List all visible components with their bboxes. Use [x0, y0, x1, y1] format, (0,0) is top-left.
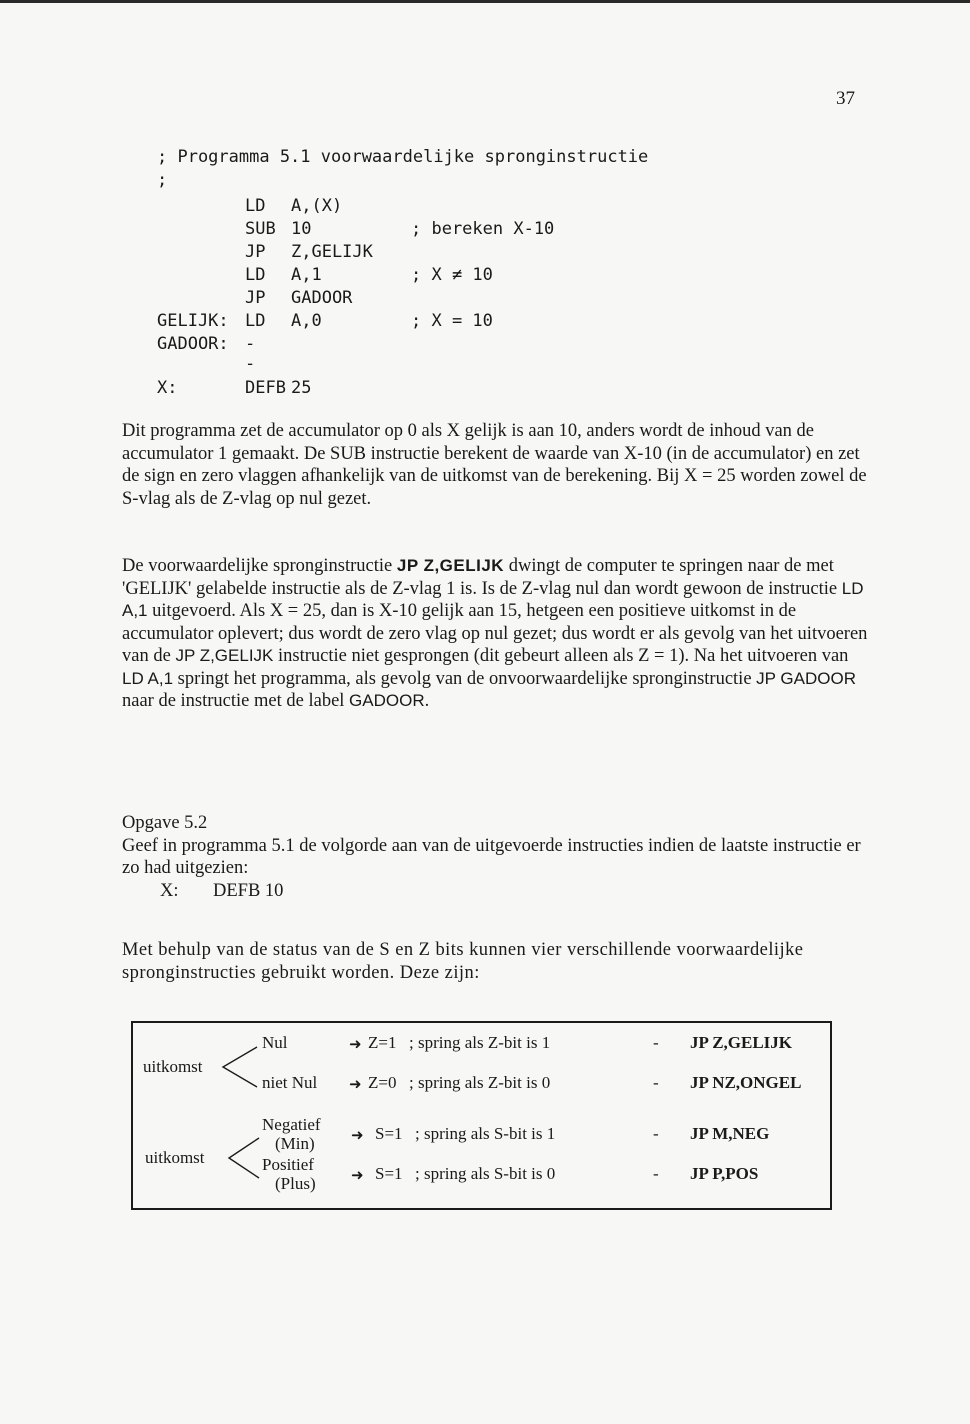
code-arg: A,(X) [291, 196, 343, 216]
condition-description: ; spring als S-bit is 1 [415, 1124, 556, 1143]
code-comment: ; X ≠ 10 [411, 265, 493, 285]
paragraph-text: Met behulp van de status van de S en Z bits kunnen vier verschillende voorwaardelijke spronginstructies gebruikt worden. Deze zijn: [122, 940, 804, 983]
jump-instruction-table [131, 1021, 832, 1210]
text-run: De voorwaardelijke spronginstructie [122, 556, 397, 576]
condition-label: Negatief [262, 1115, 321, 1134]
code-op: JP [245, 288, 266, 308]
paragraph-intro-table [122, 939, 872, 984]
condition-label: Nul [262, 1033, 288, 1052]
code-arg: 25 [291, 378, 312, 398]
condition-description: ; spring als Z-bit is 1 [409, 1033, 551, 1052]
instruction-highlight: JP Z,GELIJK [396, 556, 505, 575]
code-label: GADOOR: [157, 334, 229, 354]
flag-value: S=1 [375, 1164, 403, 1183]
exercise-title: Opgave 5.2 [122, 813, 208, 833]
text-run: naar de instructie met de label [122, 691, 350, 711]
page-number: 37 [836, 88, 855, 109]
instruction: JP P,POS [690, 1164, 759, 1183]
code-op: LD [245, 265, 266, 285]
code-comment: ; bereken X-10 [411, 219, 555, 239]
inline-code: GADOOR [349, 691, 425, 710]
inline-code: LD A,1 [122, 668, 174, 688]
code-arg: A,1 [291, 265, 322, 285]
text-run: instructie niet gesprongen (dit gebeurt alleen als Z = 1). Na het uitvoeren van [273, 646, 849, 666]
flag-value: S=1 [375, 1124, 403, 1143]
inline-code: JP Z,GELIJK [175, 646, 274, 665]
condition-sublabel: (Min) [275, 1134, 315, 1153]
exercise-text: Geef in programma 5.1 de volgorde aan van de uitgevoerde instructies indien de laatste instructie er zo had uitgezien: [122, 835, 861, 878]
flag-value: Z=0 [368, 1073, 397, 1092]
text-run: springt het programma, als gevolg van de onvoorwaardelijke spronginstructie [173, 668, 757, 689]
instruction: JP M,NEG [690, 1124, 770, 1143]
top-border [0, 0, 970, 3]
paragraph-text: Dit programma zet de accumulator op 0 als X gelijk is aan 10, anders wordt de inhoud van de accumulator 1 gemaakt. De SUB instructie berekent de waarde van X-10 (in de accumulator) en zet de sign en zero vlaggen afhankelijk van de uitkomst van de berekening. Bij X = 25 worden zowel de S-vlag als de Z-vlag op nul gezet. [122, 421, 867, 509]
text-run: uitgevoerd. Als X = 25, dan is X-10 gelijk aan 15, hetgeen een positieve uitkomst in de accumulator oplevert; dus wordt de zero vlag op nul gezet; dus wordt er als gevolg van het uitvoeren van de [122, 601, 868, 666]
exercise-code-label: X: [160, 880, 179, 901]
group-label: uitkomst [145, 1148, 205, 1167]
paragraph-jump-explanation [122, 555, 872, 713]
arrow-right-icon: ➜ [351, 1168, 364, 1184]
code-op: - [245, 354, 256, 374]
inline-code: LD A,1 [122, 578, 864, 620]
condition-description: ; spring als Z-bit is 0 [409, 1073, 551, 1092]
flag-value: Z=1 [368, 1033, 397, 1052]
code-arg: Z,GELIJK [291, 242, 373, 262]
condition-label: niet Nul [262, 1073, 318, 1092]
exercise-code [122, 880, 872, 903]
paragraph-explanation [122, 420, 872, 510]
exercise-code-op: DEFB 10 [213, 880, 284, 901]
text-run: dwingt de computer te springen naar de met 'GELIJK' gelabelde instructie als de Z-vlag 1 is. Is de Z-vlag nul dan wordt gewoon de instructie [122, 556, 842, 599]
code-arg: 10 [291, 219, 312, 239]
group-label: uitkomst [143, 1057, 203, 1076]
arrow-right-icon: ➜ [351, 1128, 364, 1144]
separator-dash: - [653, 1073, 659, 1092]
code-arg: A,0 [291, 311, 322, 331]
code-op: DEFB [245, 378, 286, 398]
code-label: X: [157, 378, 178, 398]
branch-bracket [221, 1045, 261, 1089]
condition-description: ; spring als S-bit is 0 [415, 1164, 556, 1183]
code-op: SUB [245, 219, 276, 239]
instruction: JP Z,GELIJK [690, 1033, 793, 1052]
branch-bracket [227, 1136, 261, 1180]
separator-dash: - [653, 1164, 659, 1183]
instruction: JP NZ,ONGEL [690, 1073, 802, 1092]
code-op: JP [245, 242, 266, 262]
code-arg: GADOOR [291, 288, 353, 308]
code-label: GELIJK: [157, 311, 229, 331]
arrow-right-icon: ➜ [349, 1077, 362, 1093]
separator-dash: - [653, 1124, 659, 1143]
text-run: . [424, 691, 430, 711]
condition-sublabel: (Plus) [275, 1174, 316, 1193]
code-op: - [245, 334, 256, 354]
program-title-comment: ; Programma 5.1 voorwaardelijke spronginstructie [157, 147, 649, 167]
arrow-right-icon: ➜ [349, 1037, 362, 1053]
code-op: LD [245, 196, 266, 216]
condition-label: Positief [262, 1155, 314, 1174]
program-comment-continuation: ; [157, 170, 168, 190]
exercise-block [122, 812, 872, 902]
inline-code: JP GADOOR [756, 668, 856, 688]
code-op: LD [245, 311, 266, 331]
paragraph-text [122, 555, 872, 713]
code-comment: ; X = 10 [411, 311, 493, 331]
separator-dash: - [653, 1033, 659, 1052]
